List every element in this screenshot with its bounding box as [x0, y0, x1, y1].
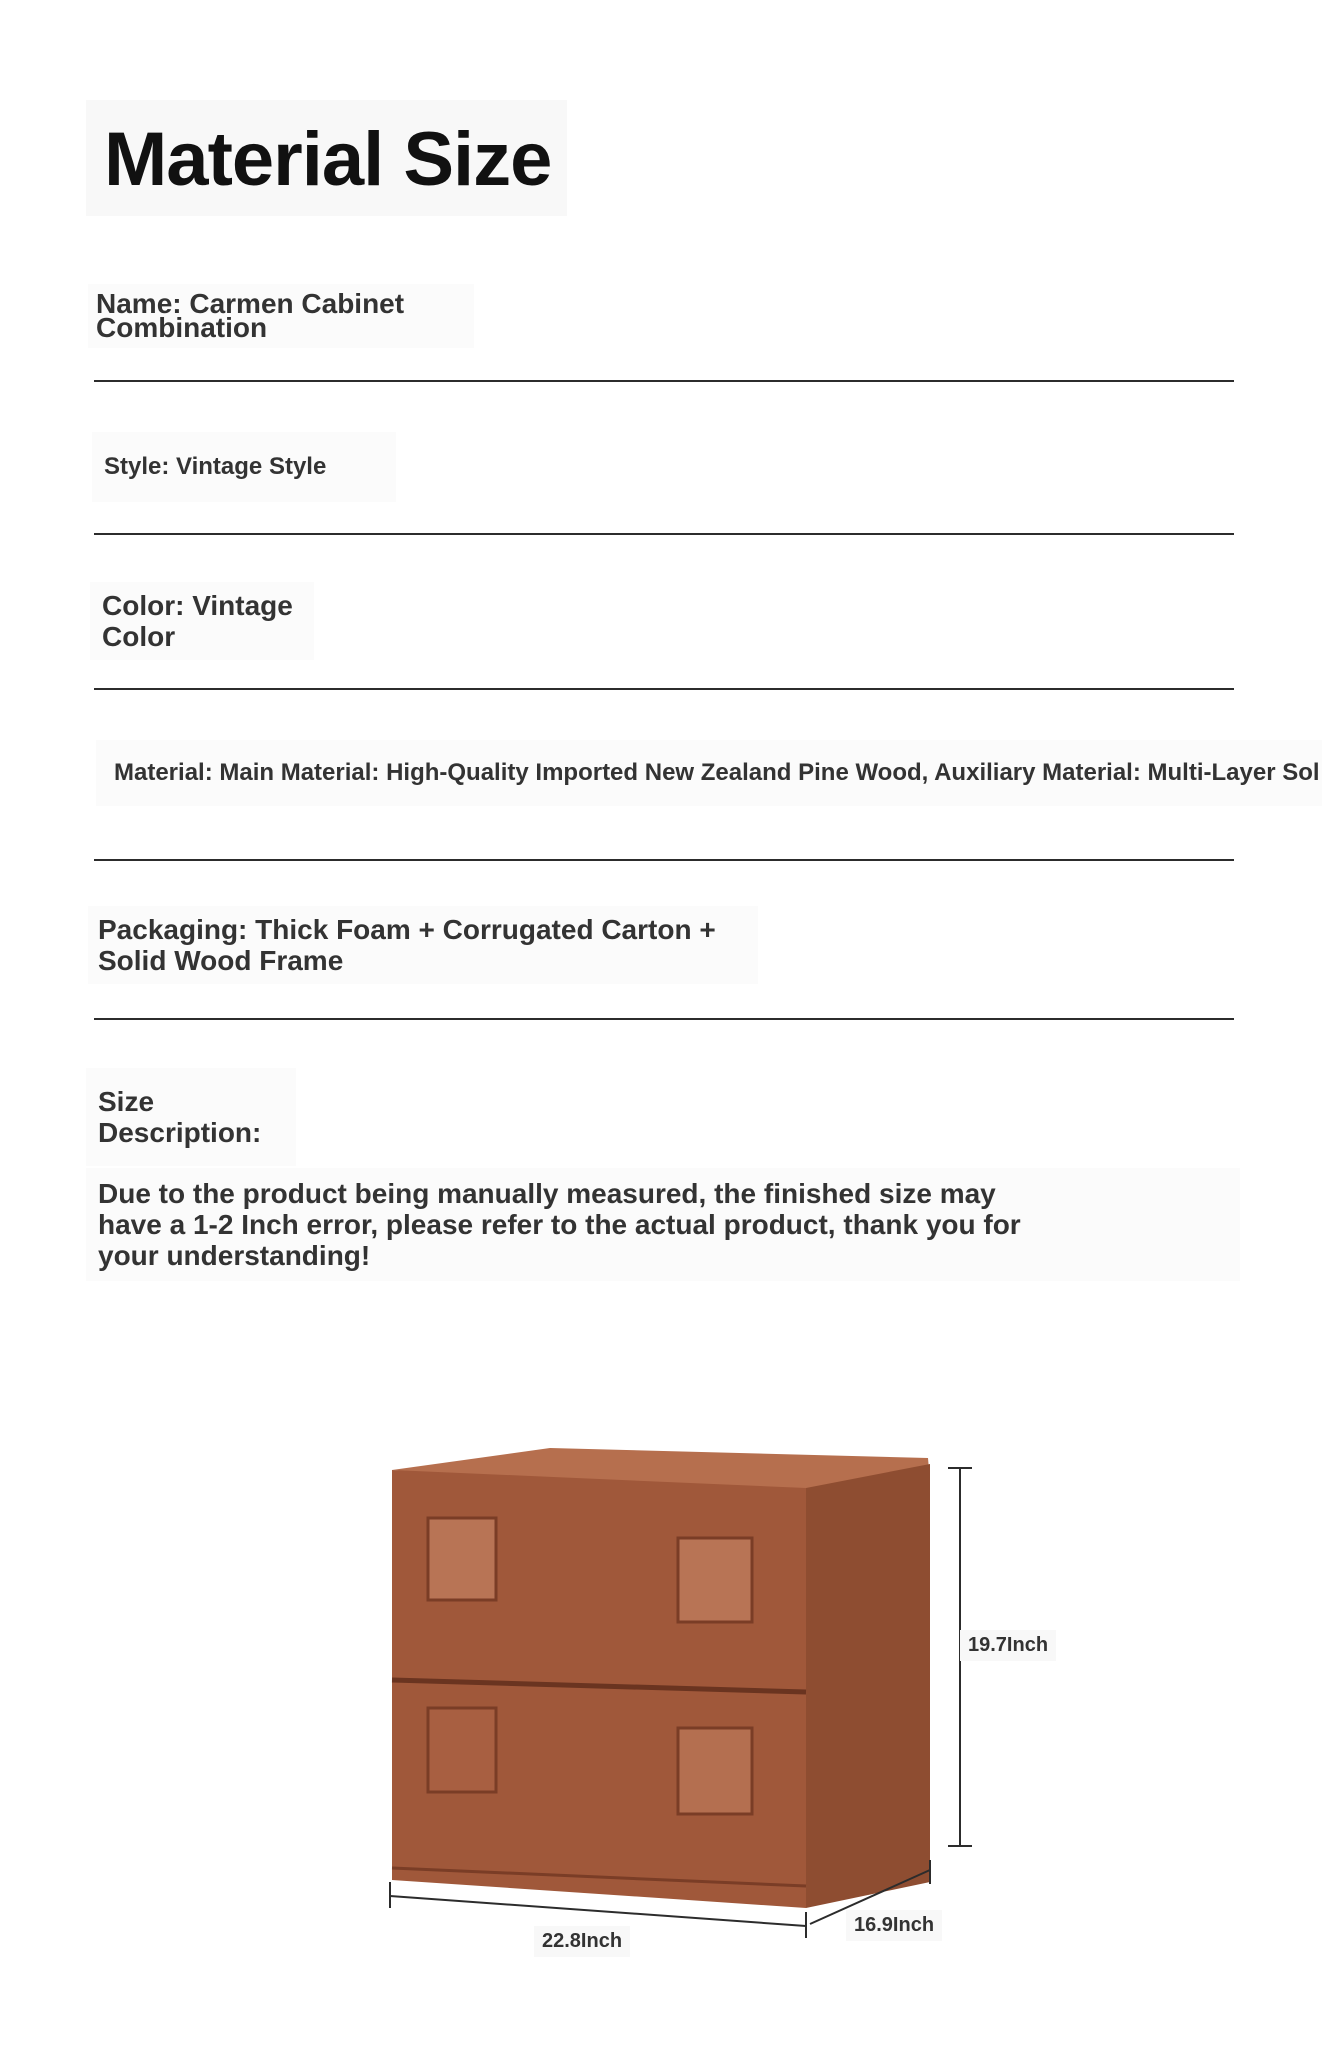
divider	[94, 533, 1234, 535]
divider	[94, 380, 1234, 382]
material-field: Material: Main Material: High-Quality Imported New Zealand Pine Wood, Auxiliary Material: Multi-Layer Sol	[96, 740, 1322, 806]
size-description-heading: Size Description:	[86, 1068, 296, 1166]
name-field: Name: Carmen Cabinet Combination	[88, 284, 474, 348]
divider	[94, 859, 1234, 861]
packaging-field: Packaging: Thick Foam + Corrugated Carton + Solid Wood Frame	[88, 906, 758, 984]
style-field: Style: Vintage Style	[92, 432, 396, 502]
page-title: Material Size	[86, 100, 567, 216]
width-dimension-label: 22.8Inch	[534, 1926, 630, 1957]
divider	[94, 688, 1234, 690]
size-note	[86, 1168, 1240, 1281]
height-dimension-label: 19.7Inch	[960, 1630, 1056, 1661]
cabinet-product-image	[380, 1430, 1100, 1970]
depth-dimension-label: 16.9Inch	[846, 1910, 942, 1941]
color-field: Color: Vintage Color	[90, 582, 314, 660]
size-note-text: Due to the product being manually measured, the finished size may have a 1-2 Inch error, please refer to the actual product, thank you for your understanding!	[98, 1178, 1021, 1271]
divider	[94, 1018, 1234, 1020]
